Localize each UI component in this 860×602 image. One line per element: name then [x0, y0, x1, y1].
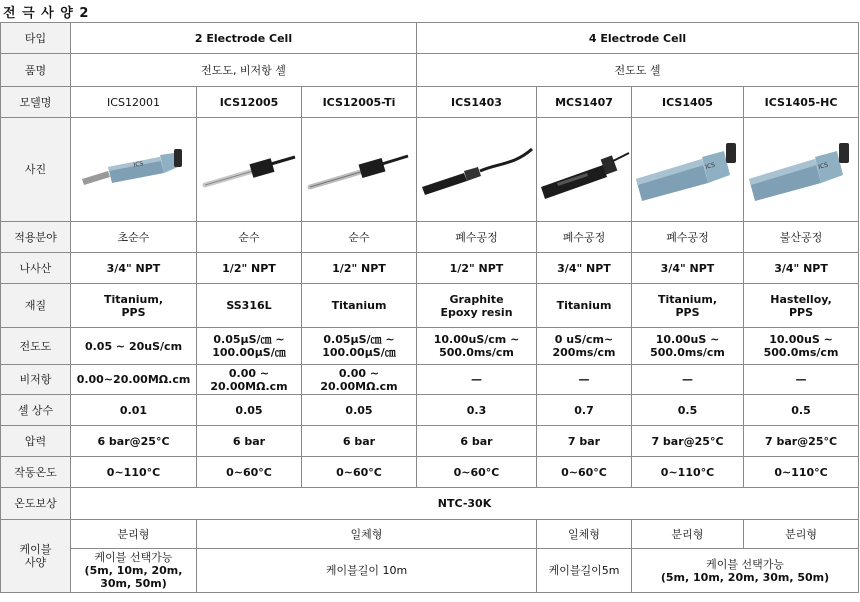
- model-cell: ICS1405: [632, 87, 744, 118]
- temperature-cell: 0~60°C: [537, 457, 632, 488]
- label-material: 재질: [1, 284, 71, 328]
- cell-constant-cell: 0.05: [197, 395, 302, 426]
- conductivity-cell: 0 uS/cm~ 200ms/cm: [537, 328, 632, 365]
- photo-ics12005: [197, 118, 302, 222]
- row-conductivity: [1, 328, 859, 365]
- row-type: [1, 23, 859, 54]
- cable-length-cell: 케이블 선택가능 (5m, 10m, 20m, 30m, 50m): [632, 549, 859, 593]
- label-cable: 케이블 사양: [1, 520, 71, 593]
- photo-ics1405-hc: [744, 118, 859, 222]
- sensor-photo-icon: [304, 135, 414, 205]
- sensor-photo-icon: [537, 135, 632, 205]
- resistivity-cell: —: [744, 365, 859, 395]
- temperature-cell: 0~110°C: [71, 457, 197, 488]
- label-product: 품명: [1, 54, 71, 87]
- thread-cell: 1/2" NPT: [417, 253, 537, 284]
- page-title: 전 극 사 양 2: [3, 6, 90, 21]
- row-product: [1, 54, 859, 87]
- model-cell: ICS12001: [71, 87, 197, 118]
- sensor-photo-icon: [418, 135, 536, 205]
- conductivity-cell: 0.05 ~ 20uS/cm: [71, 328, 197, 365]
- photo-ics1403: [417, 118, 537, 222]
- conductivity-cell: 0.05μS/㎝ ~ 100.00μS/㎝: [302, 328, 417, 365]
- model-cell: ICS1403: [417, 87, 537, 118]
- model-cell: ICS1405-HC: [744, 87, 859, 118]
- temperature-cell: 0~60°C: [417, 457, 537, 488]
- label-thread: 나사산: [1, 253, 71, 284]
- material-cell: Titanium: [537, 284, 632, 328]
- application-cell: 폐수공정: [417, 222, 537, 253]
- temperature-cell: 0~60°C: [302, 457, 417, 488]
- application-cell: 폐수공정: [632, 222, 744, 253]
- label-cell-constant: 셀 상수: [1, 395, 71, 426]
- temperature-cell: 0~110°C: [744, 457, 859, 488]
- conductivity-cell: 0.05μS/㎝ ~ 100.00μS/㎝: [197, 328, 302, 365]
- application-cell: 순수: [197, 222, 302, 253]
- material-cell: Hastelloy, PPS: [744, 284, 859, 328]
- thread-cell: 1/2" NPT: [302, 253, 417, 284]
- label-resistivity: 비저항: [1, 365, 71, 395]
- photo-ics12001: [71, 118, 197, 222]
- row-pressure: [1, 426, 859, 457]
- pressure-cell: 6 bar: [302, 426, 417, 457]
- row-photo: [1, 118, 859, 222]
- application-cell: 초순수: [71, 222, 197, 253]
- pressure-cell: 7 bar: [537, 426, 632, 457]
- cable-type-cell: 일체형: [197, 520, 537, 549]
- pressure-cell: 7 bar@25°C: [744, 426, 859, 457]
- pressure-cell: 6 bar@25°C: [71, 426, 197, 457]
- cable-type-cell: 일체형: [537, 520, 632, 549]
- type-4-electrode: 4 Electrode Cell: [417, 23, 859, 54]
- material-cell: Titanium, PPS: [632, 284, 744, 328]
- cable-length-cell: 케이블길이 10m: [197, 549, 537, 593]
- cell-constant-cell: 0.01: [71, 395, 197, 426]
- temperature-cell: 0~110°C: [632, 457, 744, 488]
- product-2-electrode: 전도도, 비저항 셀: [71, 54, 417, 87]
- resistivity-cell: —: [537, 365, 632, 395]
- svg-text:ICS: ICS: [704, 160, 716, 171]
- application-cell: 폐수공정: [537, 222, 632, 253]
- pressure-cell: 6 bar: [417, 426, 537, 457]
- photo-ics12005-ti: [302, 118, 417, 222]
- material-cell: Titanium: [302, 284, 417, 328]
- thread-cell: 3/4" NPT: [744, 253, 859, 284]
- sensor-photo-icon: [745, 135, 857, 205]
- svg-text:ICS: ICS: [817, 160, 829, 171]
- label-type: 타입: [1, 23, 71, 54]
- material-cell: Graphite Epoxy resin: [417, 284, 537, 328]
- row-thread: [1, 253, 859, 284]
- photo-mcs1407: [537, 118, 632, 222]
- row-cell-constant: [1, 395, 859, 426]
- product-4-electrode: 전도도 셀: [417, 54, 859, 87]
- thread-cell: 1/2" NPT: [197, 253, 302, 284]
- thread-cell: 3/4" NPT: [537, 253, 632, 284]
- pressure-cell: 6 bar: [197, 426, 302, 457]
- sensor-photo-icon: [74, 135, 194, 205]
- label-photo: 사진: [1, 118, 71, 222]
- resistivity-cell: 0.00 ~ 20.00MΩ.cm: [197, 365, 302, 395]
- model-cell: MCS1407: [537, 87, 632, 118]
- label-conductivity: 전도도: [1, 328, 71, 365]
- photo-ics1405: [632, 118, 744, 222]
- temp-comp-value: NTC-30K: [71, 488, 859, 520]
- sensor-photo-icon: [632, 135, 744, 205]
- resistivity-cell: —: [417, 365, 537, 395]
- cable-length-cell: 케이블길이5m: [537, 549, 632, 593]
- cell-constant-cell: 0.5: [632, 395, 744, 426]
- row-model: [1, 87, 859, 118]
- conductivity-cell: 10.00uS ~ 500.0ms/cm: [632, 328, 744, 365]
- thread-cell: 3/4" NPT: [71, 253, 197, 284]
- conductivity-cell: 10.00uS/cm ~ 500.0ms/cm: [417, 328, 537, 365]
- conductivity-cell: 10.00uS ~ 500.0ms/cm: [744, 328, 859, 365]
- label-pressure: 압력: [1, 426, 71, 457]
- temperature-cell: 0~60°C: [197, 457, 302, 488]
- cable-type-cell: 분리형: [632, 520, 744, 549]
- row-temp-comp: [1, 488, 859, 520]
- cable-type-cell: 분리형: [71, 520, 197, 549]
- application-cell: 순수: [302, 222, 417, 253]
- cell-constant-cell: 0.3: [417, 395, 537, 426]
- resistivity-cell: —: [632, 365, 744, 395]
- cable-type-cell: 분리형: [744, 520, 859, 549]
- material-cell: Titanium, PPS: [71, 284, 197, 328]
- pressure-cell: 7 bar@25°C: [632, 426, 744, 457]
- electrode-spec-table: [0, 22, 859, 593]
- label-application: 적용분야: [1, 222, 71, 253]
- resistivity-cell: 0.00~20.00MΩ.cm: [71, 365, 197, 395]
- label-temperature: 작동온도: [1, 457, 71, 488]
- cell-constant-cell: 0.05: [302, 395, 417, 426]
- label-model: 모델명: [1, 87, 71, 118]
- thread-cell: 3/4" NPT: [632, 253, 744, 284]
- cable-length-cell: 케이블 선택가능 (5m, 10m, 20m, 30m, 50m): [71, 549, 197, 593]
- application-cell: 불산공정: [744, 222, 859, 253]
- material-cell: SS316L: [197, 284, 302, 328]
- cell-constant-cell: 0.5: [744, 395, 859, 426]
- sensor-photo-icon: [199, 135, 299, 205]
- svg-text:ICS: ICS: [132, 159, 144, 169]
- row-temperature: [1, 457, 859, 488]
- row-material: [1, 284, 859, 328]
- type-2-electrode: 2 Electrode Cell: [71, 23, 417, 54]
- row-cable-length: [1, 549, 859, 593]
- row-resistivity: [1, 365, 859, 395]
- model-cell: ICS12005-Ti: [302, 87, 417, 118]
- model-cell: ICS12005: [197, 87, 302, 118]
- resistivity-cell: 0.00 ~ 20.00MΩ.cm: [302, 365, 417, 395]
- label-temp-comp: 온도보상: [1, 488, 71, 520]
- cell-constant-cell: 0.7: [537, 395, 632, 426]
- row-cable-type: [1, 520, 859, 549]
- row-application: [1, 222, 859, 253]
